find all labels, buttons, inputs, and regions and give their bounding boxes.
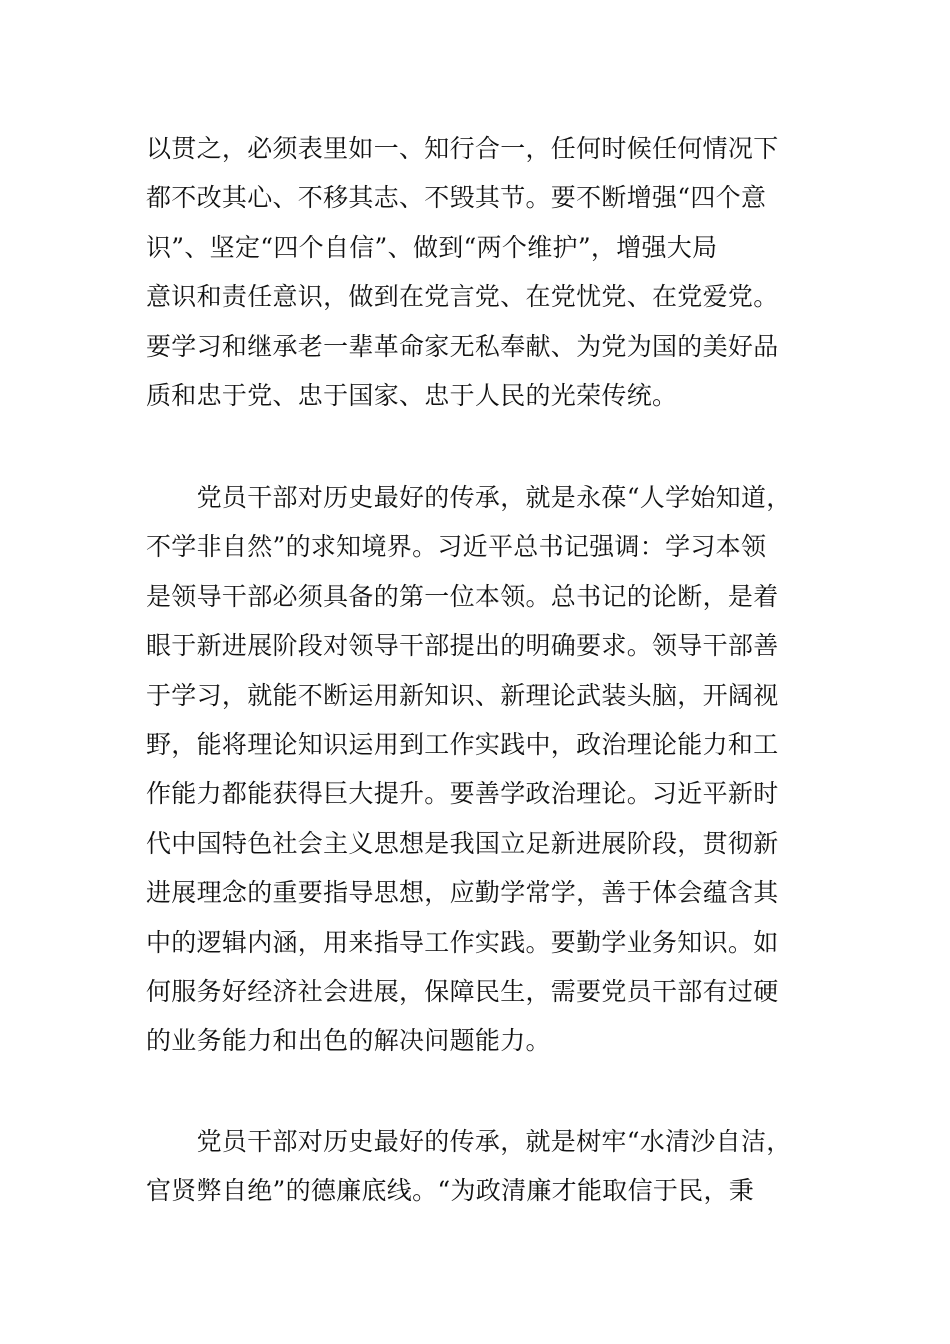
text-line: 识”、坚定“四个自信”、做到“两个维护”，增强大局: [146, 232, 718, 262]
text-line: 党员干部对历史最好的传承，就是永葆“人学始知道，: [146, 483, 792, 512]
paragraph-2: [146, 473, 812, 1066]
text-line: 于学习，就能不断运用新知识、新理论武装头脑，开阔视: [146, 680, 779, 710]
text-line: 以贯之，必须表里如一、知行合一，任何时候任何情况下: [146, 134, 779, 163]
text-line: 的业务能力和出色的解决问题能力。: [146, 1026, 551, 1056]
text-line: 野，能将理论知识运用到工作实践中，政治理论能力和工: [146, 729, 779, 759]
paragraph-1: [146, 124, 812, 420]
text-line: 要学习和继承老一辈革命家无私奉献、为党为国的美好品: [146, 331, 779, 361]
text-line: 代中国特色社会主义思想是我国立足新进展阶段，贯彻新: [146, 828, 779, 858]
text-line: 官贤弊自绝”的德廉底线。“为政清廉才能取信于民，秉: [146, 1176, 755, 1206]
text-line: 何服务好经济社会进展，保障民生，需要党员干部有过硬: [146, 976, 779, 1006]
text-line: 作能力都能获得巨大提升。要善学政治理论。习近平新时: [146, 779, 779, 809]
paragraph-3: [146, 1117, 812, 1216]
text-line: 不学非自然”的求知境界。习近平总书记强调：学习本领: [146, 532, 767, 562]
text-line: 眼于新进展阶段对领导干部提出的明确要求。领导干部善: [146, 631, 779, 661]
text-line: 中的逻辑内涵，用来指导工作实践。要勤学业务知识。如: [146, 927, 779, 957]
text-line: 党员干部对历史最好的传承，就是树牢“水清沙自洁，: [146, 1127, 792, 1156]
text-line: 都不改其心、不移其志、不毁其节。要不断增强“四个意: [146, 183, 767, 213]
text-line: 意识和责任意识，做到在党言党、在党忧党、在党爱党。: [146, 282, 779, 312]
text-line: 进展理念的重要指导思想，应勤学常学，善于体会蕴含其: [146, 878, 779, 908]
text-line: 质和忠于党、忠于国家、忠于人民的光荣传统。: [146, 380, 678, 410]
text-line: 是领导干部必须具备的第一位本领。总书记的论断，是着: [146, 581, 779, 611]
